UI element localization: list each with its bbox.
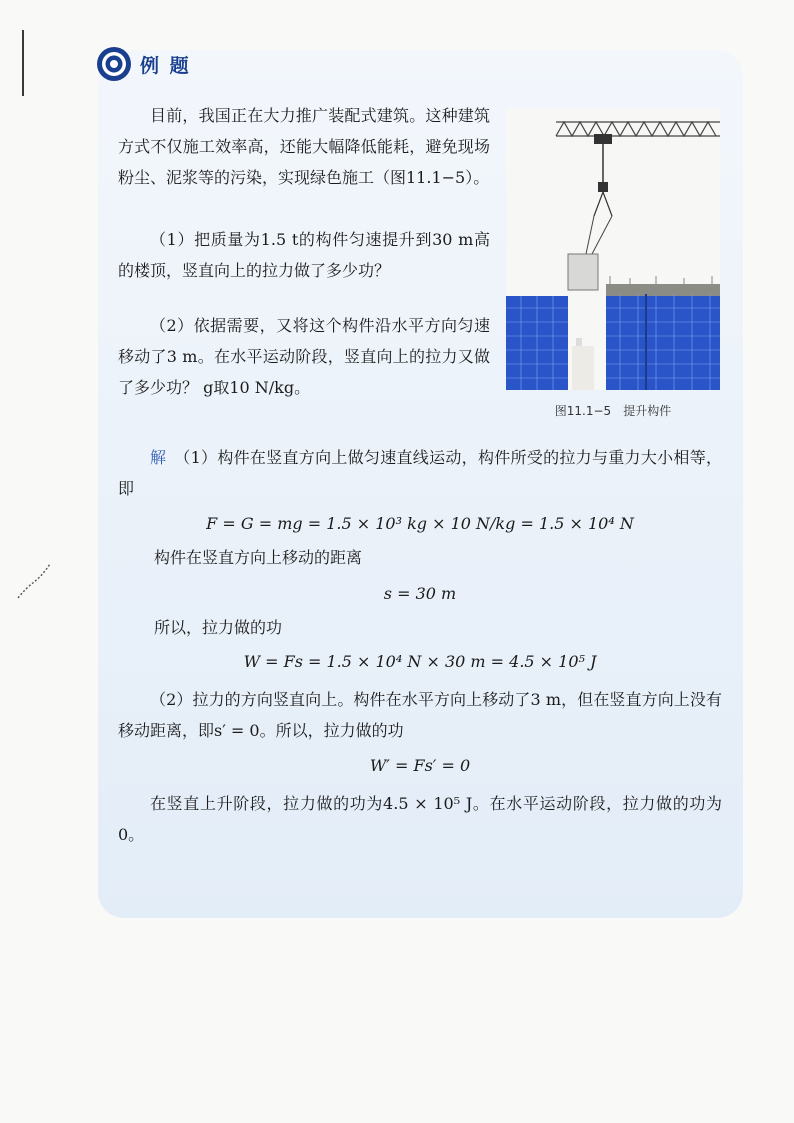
question-1: （1）把质量为1.5 t的构件匀速提升到30 m高的楼顶，竖直向上的拉力做了多少功？ <box>118 230 490 280</box>
equation-work-horizontal: W′ = Fs′ = 0 <box>369 756 471 775</box>
example-header <box>96 44 191 84</box>
solution-part2: （2）拉力的方向竖直向上。构件在水平方向上移动了3 m，但在竖直方向上没有移动距离，即s′ = 0。所以，拉力做的功 <box>118 690 722 740</box>
solution-label: 解 <box>150 448 167 467</box>
example-title: 例 题 <box>140 54 191 77</box>
right-building <box>606 276 720 390</box>
binding-line <box>22 30 24 96</box>
solution-part1 <box>118 442 722 504</box>
page-mark <box>16 560 52 600</box>
solution-part1-text: （1）构件在竖直方向上做匀速直线运动，构件所受的拉力与重力大小相等，即 <box>118 448 722 498</box>
work-text: 所以，拉力做的功 <box>154 618 283 637</box>
equation-distance: s = 30 m <box>383 584 457 603</box>
problem-intro: 目前，我国正在大力推广装配式建筑。这种建筑方式不仅施工效率高，还能大幅降低能耗，避免现场粉尘、泥浆等的污染，实现绿色施工（图11.1−5）。 <box>118 106 490 187</box>
crane-trolley <box>594 134 612 144</box>
question-2: （2）依据需要，又将这个构件沿水平方向匀速移动了3 m。在水平运动阶段，竖直向上的拉力又做了多少功？ g取10 N/kg。 <box>118 316 490 397</box>
prefab-component <box>568 254 598 290</box>
equation-force: F = G = mg = 1.5 × 10³ kg × 10 N/kg = 1.5 × 10⁴ N <box>206 514 634 533</box>
figure-caption: 图11.1−5 提升构件 <box>554 404 672 418</box>
distance-text: 构件在竖直方向上移动的距离 <box>154 548 363 567</box>
equation-work: W = Fs = 1.5 × 10⁴ N × 30 m = 4.5 × 10⁵ J <box>243 652 597 671</box>
crane-hook <box>598 182 608 192</box>
target-icon <box>96 46 132 82</box>
solution-conclusion: 在竖直上升阶段，拉力做的功为4.5 × 10⁵ J。在水平运动阶段，拉力做的功为0。 <box>118 794 722 844</box>
left-building <box>506 296 568 390</box>
crane-lifting-photo <box>506 108 720 390</box>
